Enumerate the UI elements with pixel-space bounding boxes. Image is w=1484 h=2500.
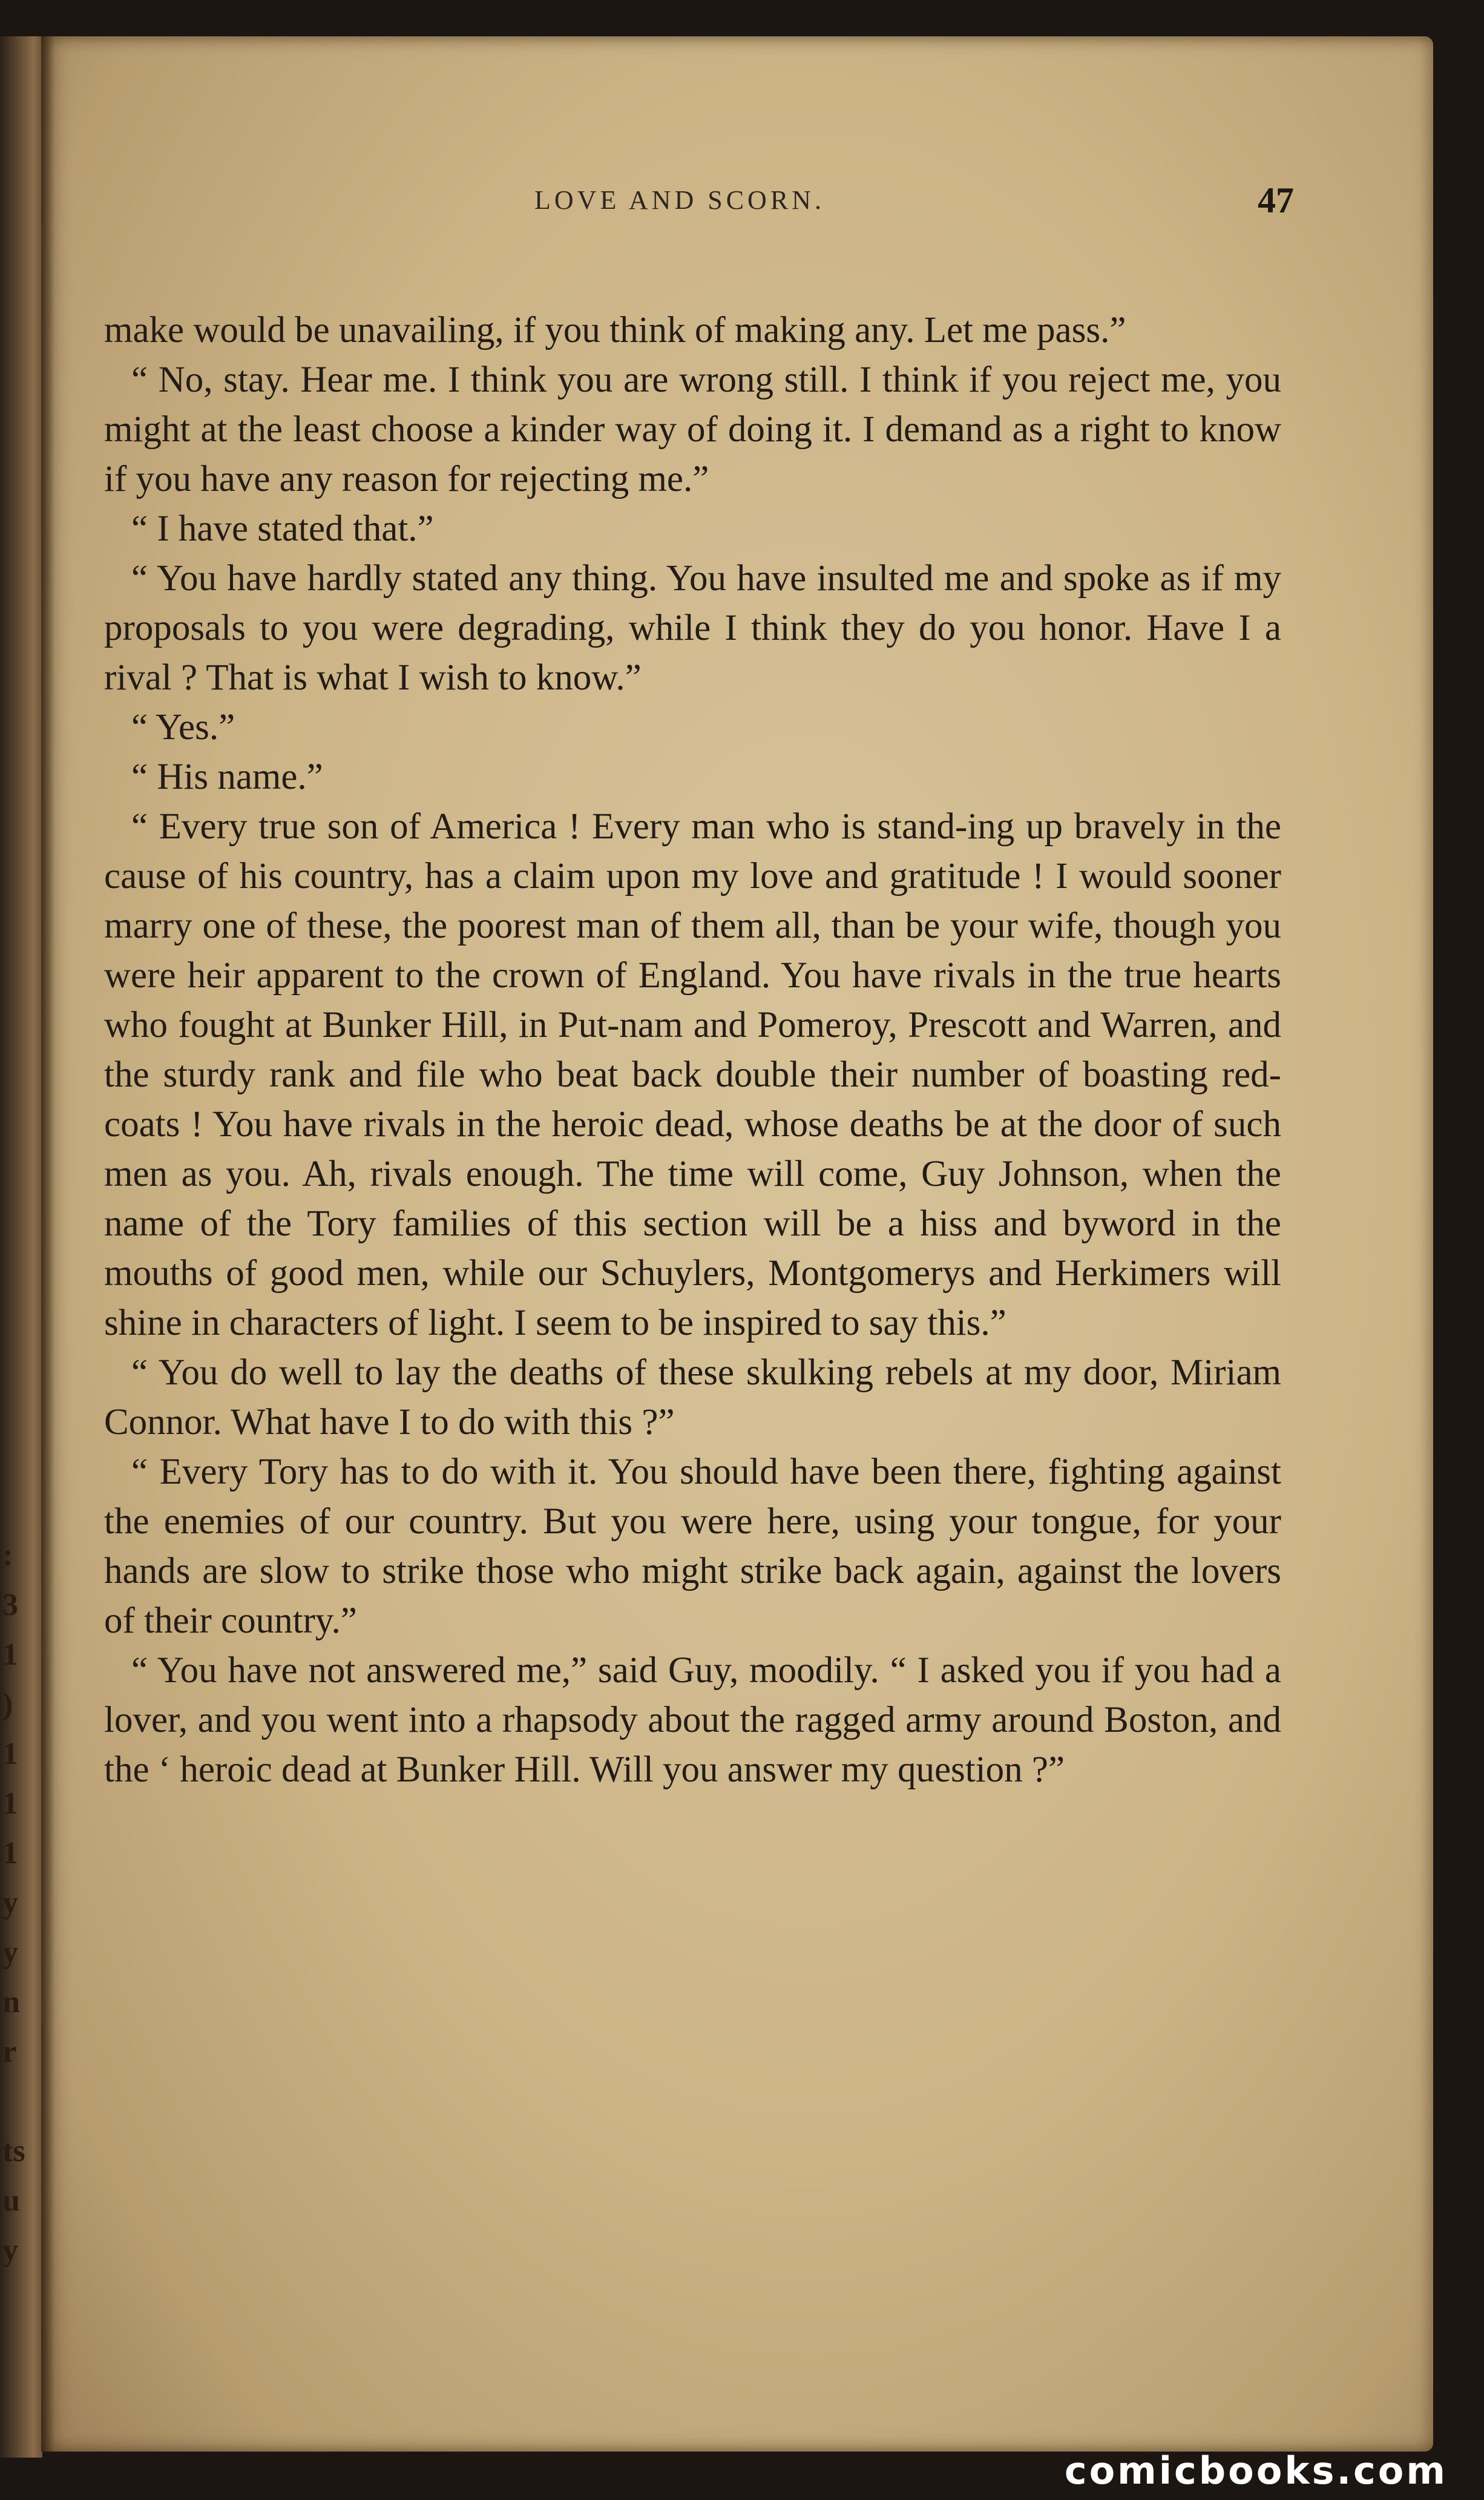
paragraph: “ You do well to lay the deaths of these skulking rebels at my door, Miriam Connor. What have I to do with this ?”	[104, 1352, 1281, 1442]
running-head: LOVE AND SCORN.	[534, 185, 825, 215]
facing-char: 1	[2, 1836, 18, 1870]
facing-char: ts	[2, 2134, 25, 2168]
facing-char: 1	[2, 1737, 18, 1771]
paragraph: “ You have not answered me,” said Guy, moodily. “ I asked you if you had a lover, and you went into a rhapsody about the ragged army around Boston, and the ‘ heroic dead at Bunker Hill. Will you answer my question ?”	[104, 1650, 1281, 1790]
facing-page-edge	[0, 36, 42, 2458]
facing-char: )	[2, 1687, 13, 1722]
facing-char: n	[2, 1985, 20, 2019]
paragraph: “ Every true son of America ! Every man who is stand-ing up bravely in the cause of his country, has a claim upon my love and gratitude ! I would sooner marry one of these, the poorest man of them all, than be your wife, though you were heir apparent to the crown of England. You have rivals in the true hearts who fought at Bunker Hill, in Put-nam and Pomeroy, Prescott and Warren, and the sturdy rank and file who beat back double their number of boasting red-coats ! You have rivals in the heroic dead, whose deaths be at the door of such men as you. Ah, rivals enough. The time will come, Guy Johnson, when the name of the Tory families of this section will be a hiss and byword in the mouths of good men, while our Schuylers, Montgomerys and Herkimers will shine in characters of light. I seem to be inspired to say this.”	[104, 806, 1281, 1343]
page-header	[65, 180, 1294, 239]
paragraph: make would be unavailing, if you think of making any. Let me pass.”	[104, 310, 1126, 350]
page-number: 47	[1258, 180, 1294, 220]
facing-page-fragments	[2, 1531, 36, 2276]
facing-char: 1	[2, 1786, 18, 1821]
paragraph: “ No, stay. Hear me. I think you are wrong still. I think if you reject me, you might at the least choose a kinder way of doing it. I demand as a right to know if you have any reason for rejecting me.”	[104, 360, 1281, 499]
page-gutter-shadow	[41, 36, 54, 2452]
facing-char: y	[2, 1935, 18, 1970]
facing-char: :	[2, 1538, 13, 1573]
facing-char	[2, 2077, 36, 2127]
paragraph: “ Yes.”	[131, 707, 235, 748]
paragraph: “ His name.”	[131, 757, 323, 797]
facing-char: y	[2, 1886, 18, 1920]
facing-char: y	[2, 2233, 18, 2268]
facing-char: 3	[2, 1588, 18, 1622]
paragraph: “ Every Tory has to do with it. You should have been there, fighting against the enemies of our country. But you were here, using your tongue, for your hands are slow to strike those who might strike back again, against the lovers of their country.”	[104, 1452, 1281, 1641]
facing-char: 1	[2, 1637, 18, 1672]
facing-char: r	[2, 2035, 17, 2069]
body-text	[104, 306, 1281, 1795]
watermark: comicbooks.com	[1064, 2449, 1448, 2493]
paragraph: “ I have stated that.”	[131, 508, 434, 549]
facing-char: u	[2, 2183, 20, 2218]
paragraph: “ You have hardly stated any thing. You have insulted me and spoke as if my proposals to you were degrading, while I think they do you honor. Have I a rival ? That is what I wish to know.”	[104, 558, 1281, 698]
